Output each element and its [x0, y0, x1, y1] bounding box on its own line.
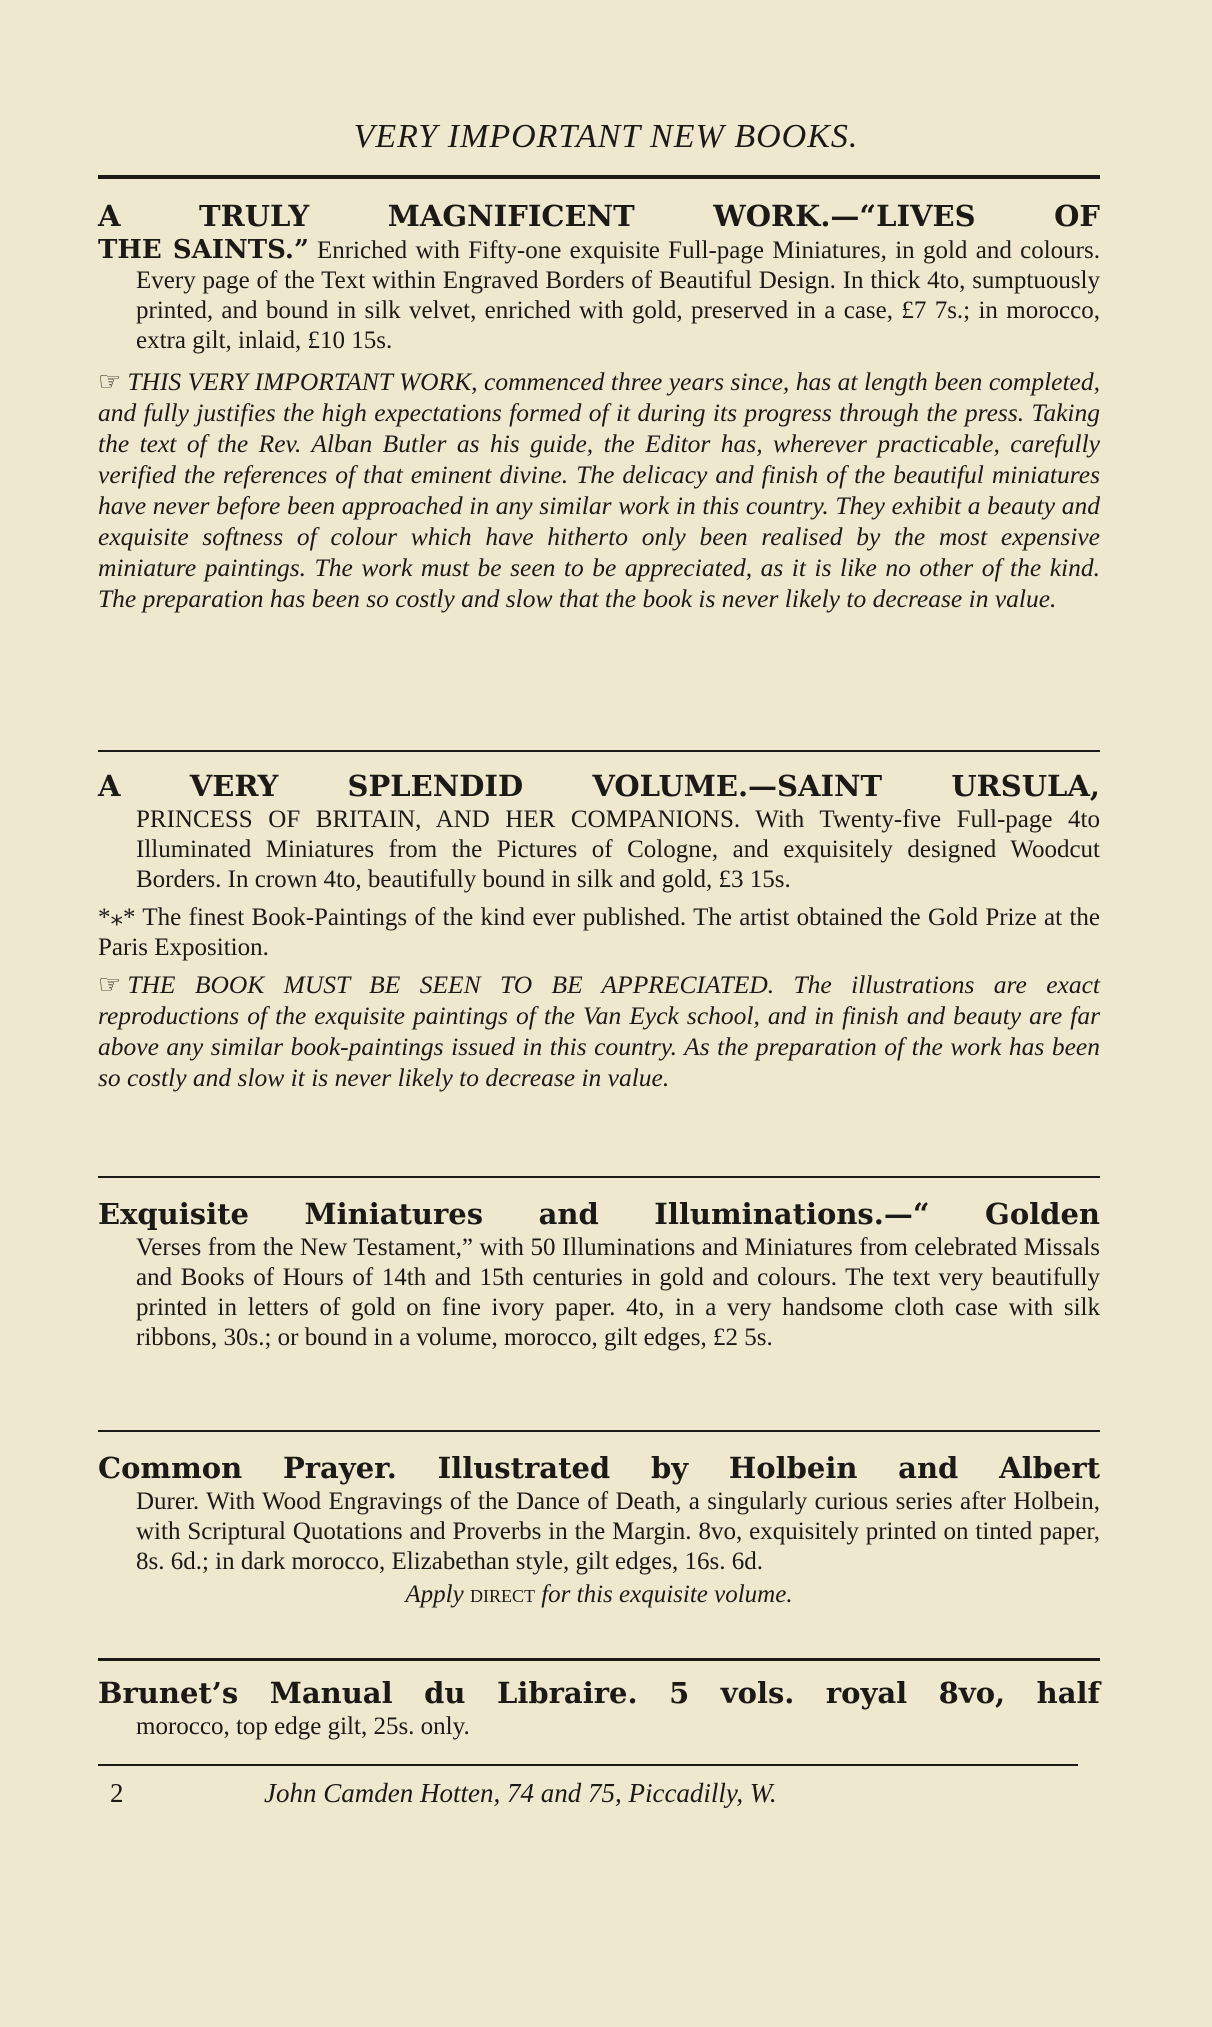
entry-common-prayer	[98, 1450, 1100, 1609]
header-rule	[98, 175, 1100, 179]
entry-body: Verses from the New Testament,” with 50 Illuminations and Miniatures from celebrated Missals and Books of Hours of 14th and 15th centuries in gold and colours. The text very beautifully printed in letters of gold on fine ivory paper. 4to, in a very handsome cloth case with silk ribbons, 30s.; or bound in a volume, morocco, gilt edges, £2 5s.	[136, 1234, 1100, 1351]
entry-note-text: THIS VERY IMPORTANT WORK, commenced three years since, has at length been completed, and fully justifies the high expectations formed of it during its progress through the press. Taking the text of the Rev. Alban Butler as his guide, the Editor has, wherever practicable, carefully verified the references of that eminent divine. The delicacy and finish of the beautiful miniatures have never before been approached in any similar work in this country. They exhibit a beauty and exquisite softness of colour which have hitherto only been realised by the most expensive miniature paintings. The work must be seen to be appreciated, as it is like no other of the kind. The preparation has been so costly and slow that the book is never likely to decrease in value.	[98, 367, 1100, 613]
section-rule	[98, 1176, 1100, 1178]
entry-lives-of-the-saints	[98, 198, 1100, 614]
page-number: 2	[110, 1778, 124, 1808]
pointing-hand-icon: ☞	[98, 970, 122, 999]
section-rule	[98, 1430, 1100, 1432]
entry-title: Common Prayer. Illustrated by Holbein and Albert	[98, 1451, 1100, 1485]
pointing-hand-icon: ☞	[98, 367, 122, 396]
footer-rule	[98, 1764, 1078, 1766]
entry-brunet-manual	[98, 1675, 1100, 1742]
entry-note	[98, 969, 1100, 1093]
entry-body: morocco, top edge gilt, 25s. only.	[136, 1713, 470, 1740]
publisher-imprint: John Camden Hotten, 74 and 75, Piccadilly, W.	[264, 1778, 777, 1808]
entry-note	[98, 366, 1100, 614]
entry-description	[98, 235, 1100, 356]
entry-note-asterism: *⁎* The finest Book-Paintings of the kind ever published. The artist obtained the Gold Prize at the Paris Exposition.	[98, 904, 1100, 961]
apply-direct-word: direct	[469, 1581, 535, 1608]
entry-body: Durer. With Wood Engravings of the Dance of Death, a singularly curious series after Holbein, with Scriptural Quotations and Proverbs in the Margin. 8vo, exquisitely printed on tinted paper, 8s. 6d.; in dark morocco, Elizabethan style, gilt edges, 16s. 6d.	[136, 1488, 1100, 1575]
entry-title: A VERY SPLENDID VOLUME.—SAINT URSULA,	[98, 769, 1100, 803]
apply-direct-line	[98, 1581, 1100, 1609]
entry-title: Exquisite Miniatures and Illuminations.—“ Golden	[98, 1197, 1100, 1231]
apply-text-end: for this exquisite volume.	[541, 1581, 793, 1608]
entry-title-continued: THE SAINTS.”	[98, 235, 309, 265]
entry-note-text: THE BOOK MUST BE SEEN TO BE APPRECIATED. The illustrations are exact reproductions of the exquisite paintings of the Van Eyck school, and in finish and beauty are far above any similar book-paintings issued in this country. As the preparation of the work has been so costly and slow it is never likely to decrease in value.	[98, 970, 1100, 1092]
entry-title: Brunet’s Manual du Libraire. 5 vols. royal 8vo, half	[98, 1676, 1100, 1710]
entry-body: PRINCESS OF BRITAIN, AND HER COMPANIONS. With Twenty-five Full-page 4to Illuminated Miniatures from the Pictures of Cologne, and exquisitely designed Woodcut Borders. In crown 4to, beautifully bound in silk and gold, £3 15s.	[136, 806, 1100, 893]
entry-exquisite-miniatures	[98, 1196, 1100, 1353]
entry-saint-ursula	[98, 768, 1100, 1093]
entry-title: A TRULY MAGNIFICENT WORK.—“LIVES OF	[98, 199, 1100, 233]
apply-text: Apply	[405, 1581, 464, 1608]
section-rule	[98, 750, 1100, 752]
entry-body: Enriched with Fifty-one exquisite Full-page Miniatures, in gold and colours. Every page of the Text within Engraved Borders of Beautiful Design. In thick 4to, sumptuously printed, and bound in silk velvet, enriched with gold, preserved in a case, £7 7s.; in morocco, extra gilt, inlaid, £10 15s.	[136, 237, 1100, 354]
section-rule	[98, 1658, 1100, 1661]
page-header: VERY IMPORTANT NEW BOOKS.	[353, 118, 859, 155]
